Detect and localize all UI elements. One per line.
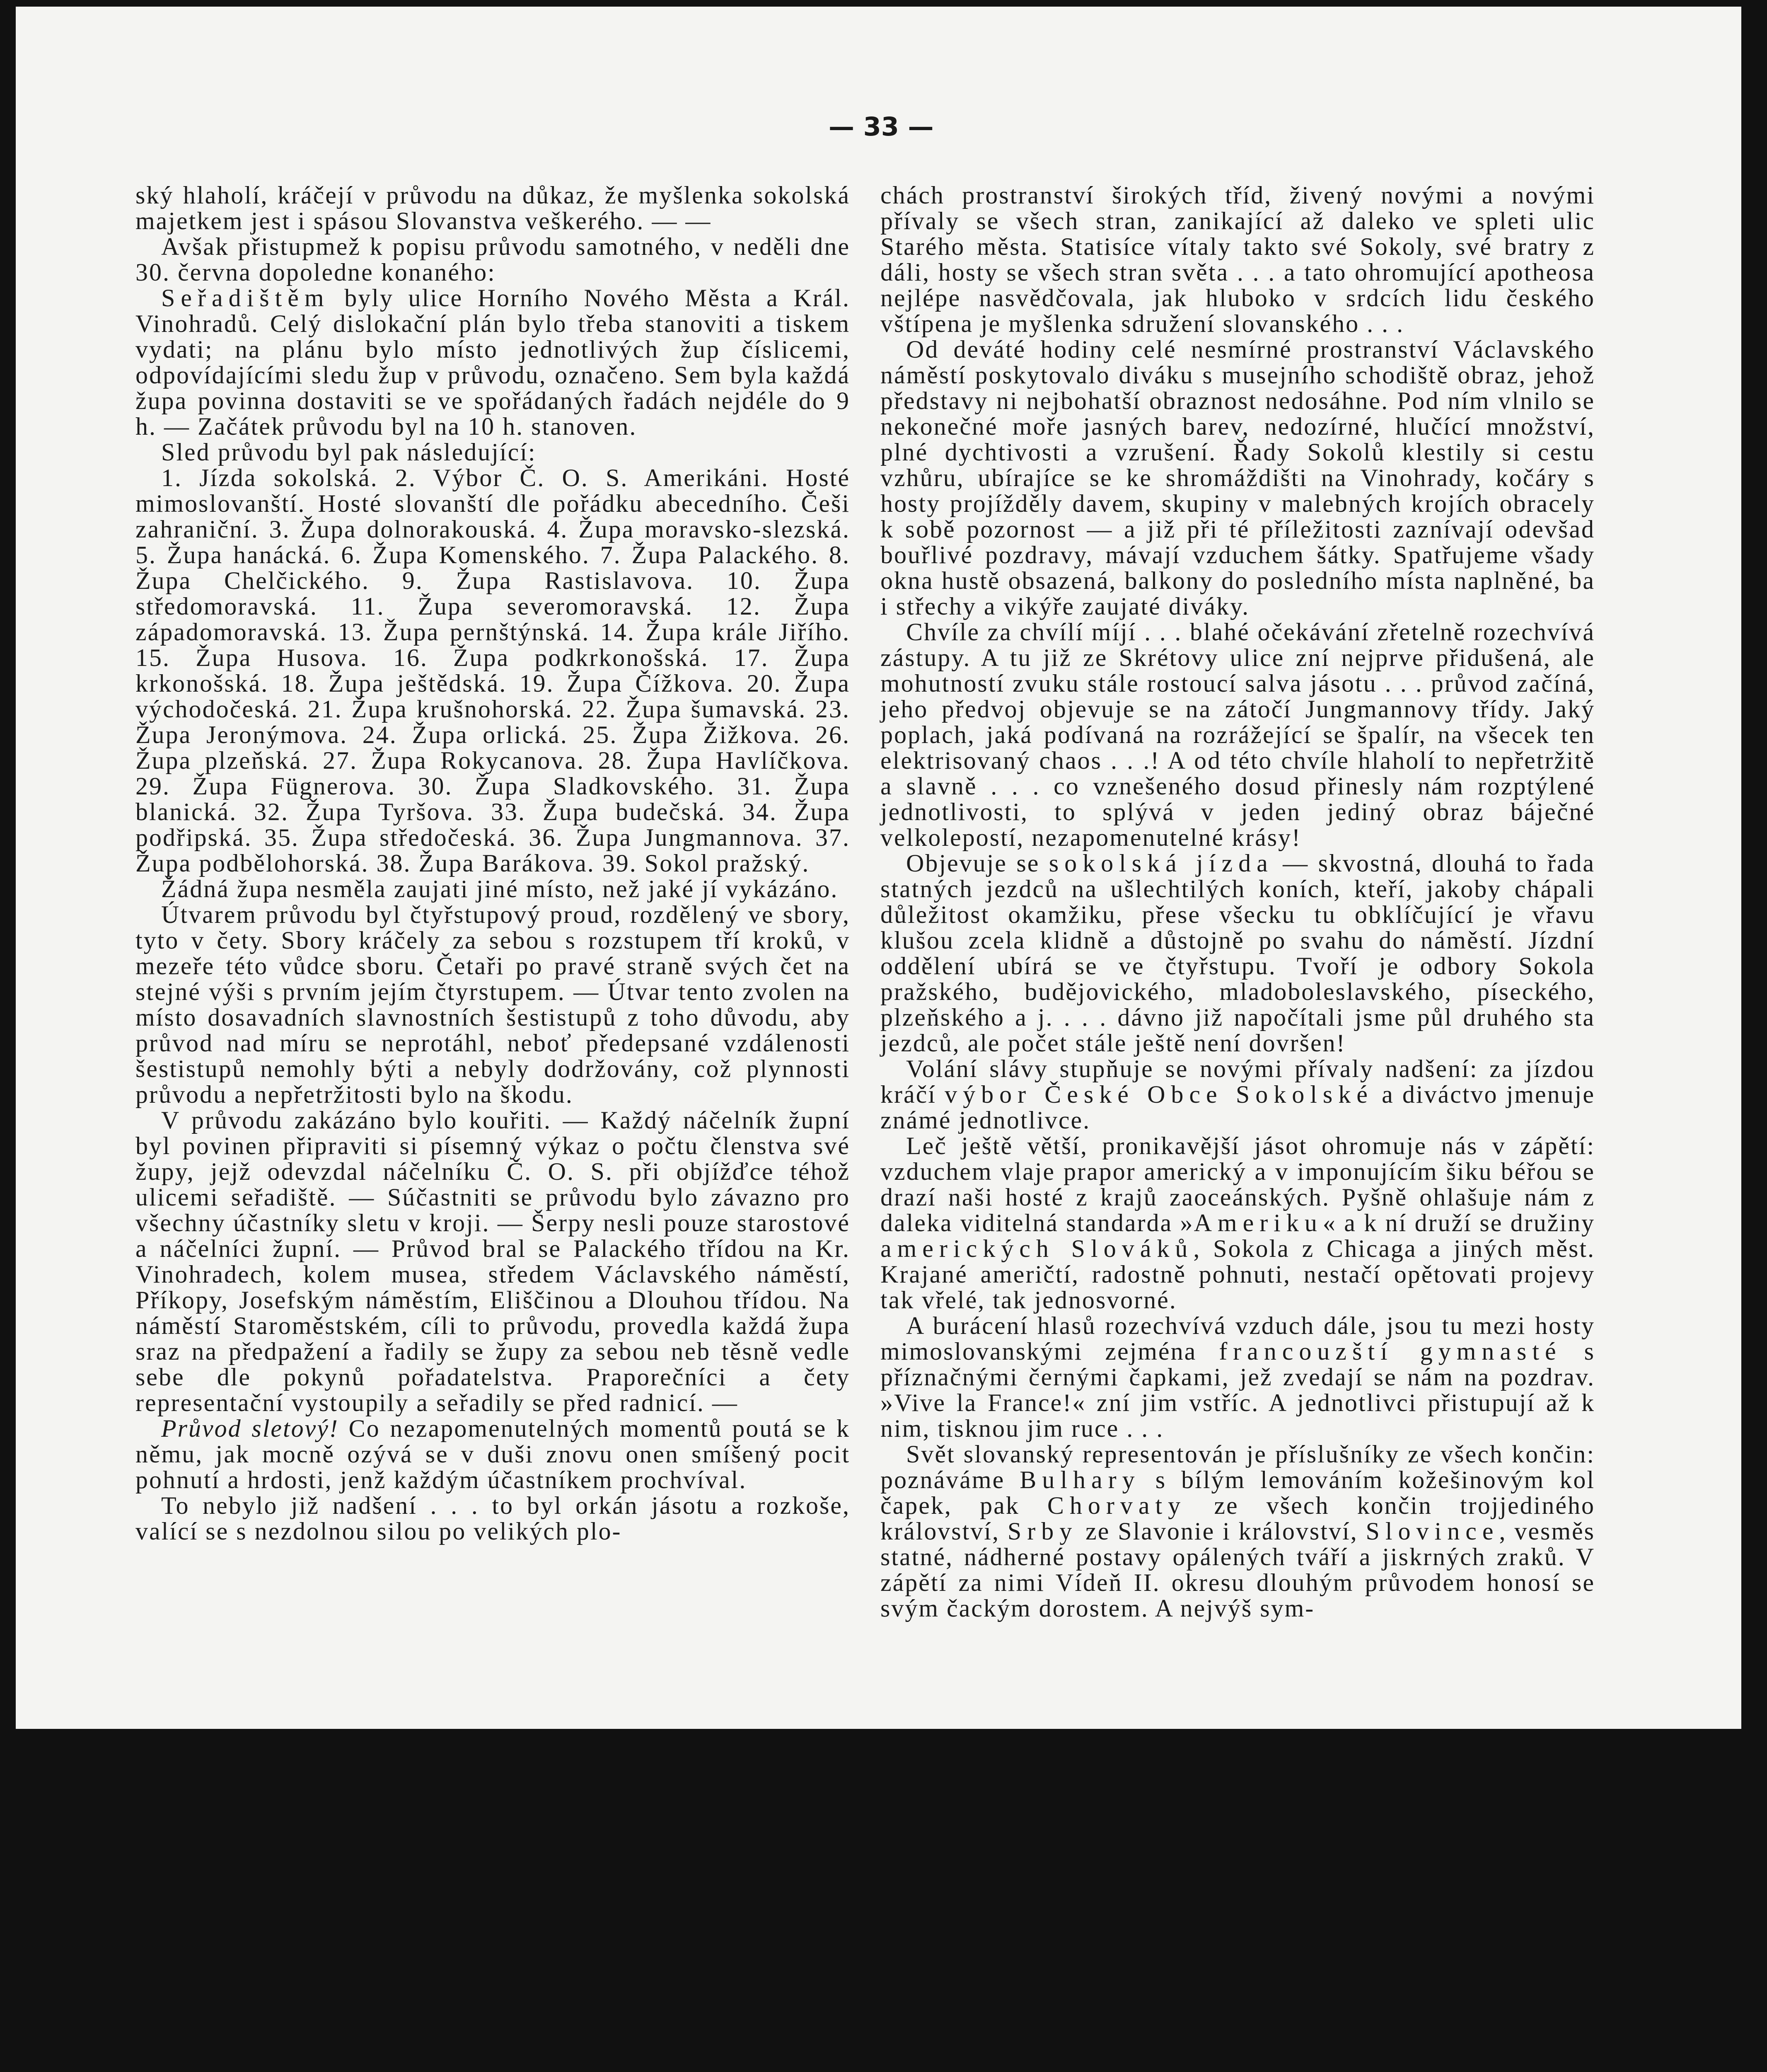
paragraph: To nebylo již nadšení . . . to byl orkán jásotu a rozkoše, valící se s nezdolnou silou po velikých plo- [135, 1492, 850, 1545]
spaced-emphasis: Srby [1007, 1518, 1078, 1545]
spaced-emphasis: výbor České Obce Sokolské [945, 1081, 1373, 1108]
left-column [135, 182, 850, 1544]
paragraph: Seřadištěm byly ulice Horního Nového Města a Král. Vinohradů. Celý dislokační plán bylo třeba stanoviti a tiskem vydati; na plánu bylo místo jednotlivých žup číslicemi, odpovídajícími sledu žup v průvodu, označeno. Sem byla každá župa povinna dostaviti se ve spořádaných řadách nejdéle do 9 h. — Začátek průvodu byl na 10 h. stanoven. [135, 284, 850, 440]
paragraph: Od deváté hodiny celé nesmírné prostranství Václavského náměstí poskytovalo diváku s musejního schodiště obraz, jehož představy ni nejbohatší obraznost nedosáhne. Pod ním vlnilo se nekonečné moře jasných barev, nedozírné, hlučící množství, plné dychtivosti a vzrušení. Řady Sokolů klestily si cestu vzhůru, ubírajíce se ke shromáždišti na Vinohrady, kočáry s hosty projížděly davem, skupiny v malebných krojích obracely k sobě pozornost — a již při té příležitosti zaznívají odevšad bouřlivé pozdravy, mávají vzduchem šátky. Spatřujeme všady okna hustě obsazená, balkony do posledního místa naplněné, ba i střechy a vikýře zaujaté diváky. [880, 336, 1595, 620]
paragraph: V průvodu zakázáno bylo kouřiti. — Každý náčelník župní byl povinen připraviti si písemný výkaz o počtu členstva své župy, jejž odevzdal náčelníku Č. O. S. při objížďce téhož ulicemi seřadiště. — Súčastniti se průvodu bylo závazno pro všechny účastníky sletu v kroji. — Šerpy nesli pouze starostové a náčelníci župní. — Průvod bral se Palackého třídou na Kr. Vinohradech, kolem musea, středem Václavského náměstí, Příkopy, Josefským náměstím, Eliščinou a Dlouhou třídou. Na náměstí Staroměstském, cíli to průvodu, provedla každá župa sraz na předpažení a řadily se župy za sebou neb těsně vedle sebe dle pokynů pořadatelstva. Praporečníci a čety representační vystoupily a seřadily se před radnicí. — [135, 1106, 850, 1416]
spaced-emphasis: Seřadištěm [161, 284, 330, 312]
paragraph: Volání slávy stupňuje se novými přívaly nadšení: za jízdou kráčí výbor České Obce Sokolské a diváctvo jmenuje známé jednotlivce. [880, 1055, 1595, 1134]
paragraph: Svět slovanský representován je příslušníky ze všech končin: poznáváme Bulhary s bílým lemováním kožešinovým kol čapek, pak Chorvaty ze všech končin trojjediného království, Srby ze Slavonie i království, Slovince, vesměs statné, nádherné postavy opálených tváří a jiskrných zraků. V zápětí za nimi Vídeň II. okresu dlouhým průvodem honosí se svým čackým dorostem. A nejvýš sym- [880, 1440, 1595, 1622]
spaced-emphasis: Slovince [1366, 1518, 1499, 1545]
spaced-emphasis: sokolská jízda [1049, 850, 1274, 877]
paragraph: Sled průvodu byl pak následující: [161, 438, 537, 466]
italic-emphasis: Průvod sletový! [161, 1415, 339, 1442]
right-column [880, 182, 1595, 1621]
paragraph: Avšak přistupmež k popisu průvodu samotného, v neděli dne 30. června dopoledne konaného: [135, 233, 850, 286]
page-sheet [16, 7, 1741, 1729]
page-number: — 33 — [829, 111, 934, 142]
paragraph: ský hlaholí, kráčejí v průvodu na důkaz, že myšlenka sokolská majetkem jest i spásou Slovanstva veškerého. — — [135, 182, 850, 235]
paragraph: chách prostranství širokých tříd, živený novými a novými přívaly se všech stran, zanikající až daleko ve spleti ulic Starého města. Statisíce vítaly takto své Sokoly, své bratry z dáli, hosty se všech stran světa . . . a tato ohromující apotheosa nejlépe nasvědčovala, jak hluboko v srdcích lidu českého vštípena je myšlenka sdružení slovanského . . . [880, 182, 1595, 337]
spaced-emphasis: francouzští gymnasté [1219, 1338, 1562, 1365]
paragraph: Leč ještě větší, pronikavější jásot ohromuje nás v zápětí: vzduchem vlaje prapor americký a v imponujícím šiku béřou se drazí naši hosté z krajů zaoceánských. Pyšně ohlašuje nám z daleka viditelná standarda »Ameriku« a k ní druží se družiny amerických Slováků, Sokola z Chicaga a jiných měst. Krajané američtí, radostně pohnuti, nestačí opětovati projevy tak vřelé, tak jednosvorné. [880, 1132, 1595, 1314]
paragraph: Objevuje se sokolská jízda — skvostná, dlouhá to řada statných jezdců na ušlechtilých koních, kteří, jakoby chápali důležitost okamžiku, přese všecku tu obklíčující je vřavu klušou zcela klidně a důstojně po svahu do náměstí. Jízdní oddělení ubírá se ve čtyřstupu. Tvoří je odbory Sokola pražského, budějovického, mladoboleslavského, píseckého, plzeňského a j. . . . dávno již napočítali jsme půl druhého sta jezdců, ale počet stále ještě není dovršen! [880, 850, 1595, 1057]
paragraph: Žádná župa nesměla zaujati jiné místo, než jaké jí vykázáno. [161, 875, 839, 903]
spaced-emphasis: amerických Slováků [880, 1235, 1194, 1262]
spaced-emphasis: Chorvaty [1047, 1492, 1187, 1519]
paragraph: A burácení hlasů rozechvívá vzduch dále, jsou tu mezi hosty mimoslovanskými zejména francouzští gymnasté s příznačnými černými čapkami, jež zvedají se nám na pozdrav. »Vive la France!« zní jim vstříc. A jednotlivci přistupují až k nim, tisknou jim ruce . . . [880, 1312, 1595, 1442]
spaced-emphasis: Bulhary [1020, 1466, 1141, 1493]
paragraph: Útvarem průvodu byl čtyřstupový proud, rozdělený ve sbory, tyto v čety. Sbory kráčely za sebou s rozstupem tří kroků, v mezeře této vůdce sboru. Četaři po pravé straně svých čet na stejné výši s prvním jejím čtyrstupem. — Útvar tento zvolen na místo dosavadních slavnostních šestistupů z toho důvodu, aby průvod nad míru se neprotáhl, neboť předepsané vzdálenosti šestistupů nemohly býti a nebyly dodržovány, což plynnosti průvodu a nepřetržitosti bylo na škodu. [135, 901, 850, 1108]
paragraph: Chvíle za chvílí míjí . . . blahé očekávání zřetelně rozechvívá zástupy. A tu již ze Skrétovy ulice zní nejprve přidušená, ale mohutností zvuku stále rostoucí salva jásotu . . . průvod začíná, jeho předvoj objevuje se na zátočí Jungmannovy třídy. Jaký poplach, jaká podívaná na rozrážející se špalír, na všecek ten elektrisovaný chaos . . .! A od této chvíle hlaholí to nepřetržitě a slavně . . . co vznešeného dosud přinesly nám rozptýlené jednotlivosti, to splývá v jeden jediný obraz báječné velkolepostí, nezapomenutelné krásy! [880, 618, 1595, 851]
paragraph: 1. Jízda sokolská. 2. Výbor Č. O. S. Amerikáni. Hosté mimoslovanští. Hosté slovanští dle pořádku abecedního. Češi zahraniční. 3. Župa dolnorakouská. 4. Župa moravsko-slezská. 5. Župa hanácká. 6. Župa Komenského. 7. Župa Palackého. 8. Župa Chelčického. 9. Župa Rastislavova. 10. Župa středomoravská. 11. Župa severomoravská. 12. Župa západomoravská. 13. Župa pernštýnská. 14. Župa krále Jiřího. 15. Župa Husova. 16. Župa podkrkonošská. 17. Župa krkonošská. 18. Župa ještědská. 19. Župa Čížkova. 20. Župa východočeská. 21. Župa krušnohorská. 22. Župa šumavská. 23. Župa Jeronýmova. 24. Župa orlická. 25. Župa Žižkova. 26. Župa plzeňská. 27. Župa Rokycanova. 28. Župa Havlíčkova. 29. Župa Fügnerova. 30. Župa Sladkovského. 31. Župa blanická. 32. Župa Tyršova. 33. Župa budečská. 34. Župa podřipská. 35. Župa středočeská. 36. Župa Jungmannova. 37. Župa podbělohorská. 38. Župa Barákova. 39. Sokol pražský. [135, 464, 850, 877]
text-columns [135, 182, 1741, 1621]
spaced-emphasis: Ameriku [1194, 1209, 1323, 1237]
paragraph: Průvod sletový! Co nezapomenutelných momentů poutá se k němu, jak mocně ozývá se v duši znovu onen smíšený pocit pohnutí a hrdosti, jenž každým účastníkem prochvíval. [135, 1415, 850, 1493]
